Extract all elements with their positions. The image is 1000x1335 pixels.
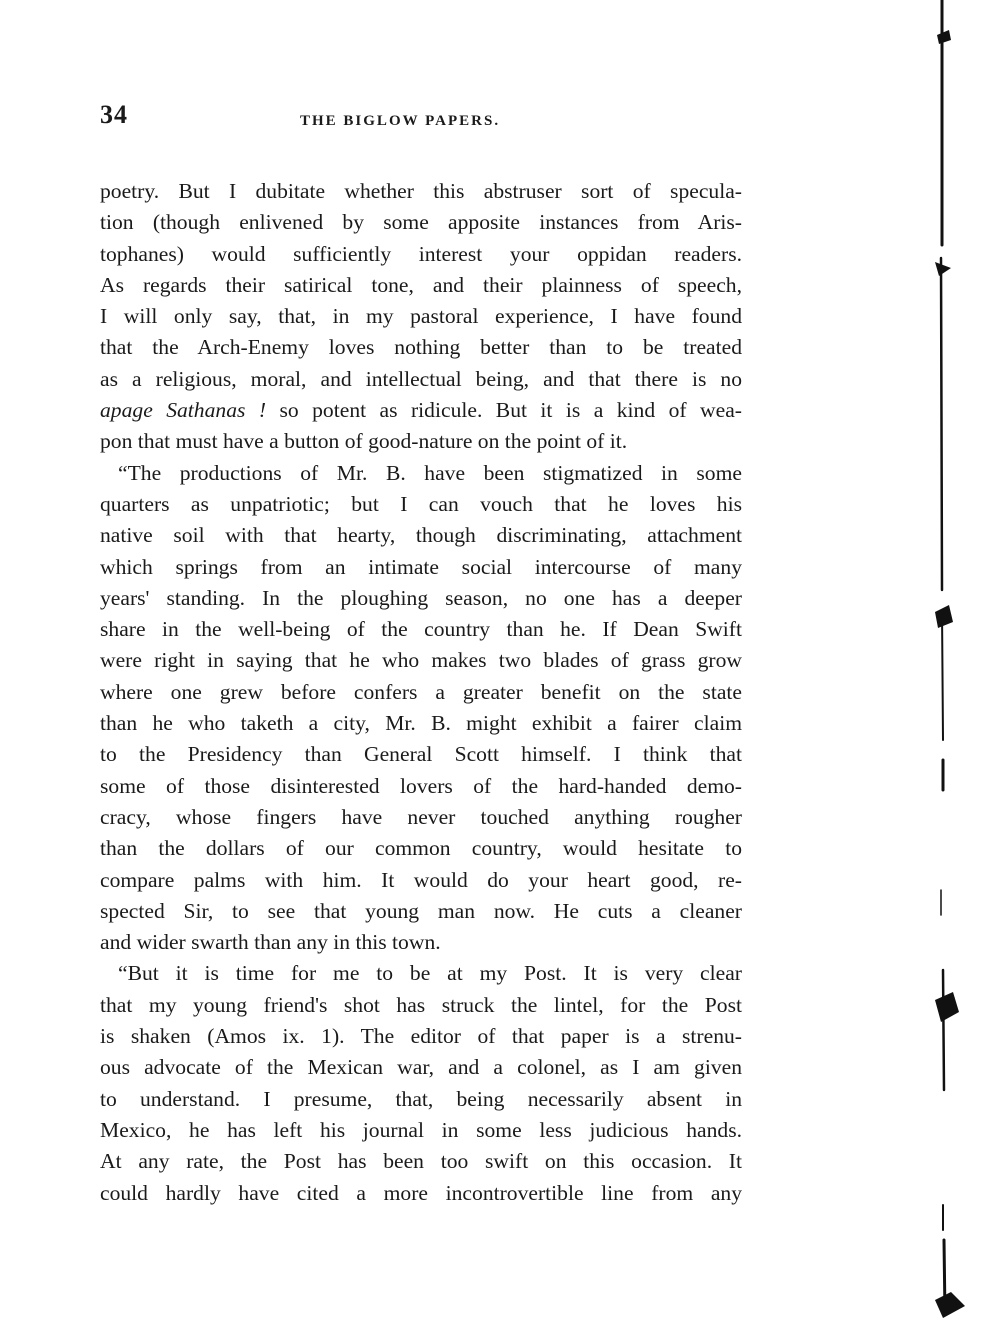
paragraph-3 <box>100 958 742 1208</box>
italic-phrase: apage Sathanas ! <box>100 398 267 423</box>
text-line: native soil with that hearty, though discriminating, attachment <box>100 523 742 548</box>
text-line: share in the well-being of the country than he. If Dean Swift <box>100 617 742 642</box>
paragraph-1 <box>100 176 742 458</box>
text-line: cracy, whose fingers have never touched anything rougher <box>100 804 742 829</box>
paragraph-2 <box>100 458 742 959</box>
text-line: ous advocate of the Mexican war, and a colonel, as I am given <box>100 1055 742 1080</box>
text-line: quarters as unpatriotic; but I can vouch that he loves his <box>100 491 742 516</box>
text-line: than the dollars of our common country, would hesitate to <box>100 836 742 861</box>
text-line: that my young friend's shot has struck the lintel, for the Post <box>100 992 742 1017</box>
text-line-with-italic <box>100 395 742 426</box>
text-line: could hardly have cited a more incontrovertible line from any <box>100 1180 742 1205</box>
text-line: poetry. But I dubitate whether this abstruser sort of specula- <box>100 179 742 203</box>
text-line: compare palms with him. It would do your heart good, re- <box>100 867 742 892</box>
text-line: some of those disinterested lovers of the hard-handed demo- <box>100 773 742 798</box>
text-line: tophanes) would sufficiently interest your oppidan readers. <box>100 241 742 266</box>
text-line: is shaken (Amos ix. 1). The editor of that paper is a strenu- <box>100 1024 742 1049</box>
page-number: 34 <box>100 100 128 129</box>
text-line: and wider swarth than any in this town. <box>100 930 441 955</box>
text-line: “The productions of Mr. B. have been stigmatized in some <box>118 460 742 485</box>
text-line: which springs from an intimate social intercourse of many <box>100 554 742 579</box>
running-head: THE BIGLOW PAPERS. <box>300 113 501 129</box>
text-line: “But it is time for me to be at my Post. It is very clear <box>118 961 742 986</box>
text-line: Mexico, he has left his journal in some less judicious hands. <box>100 1117 742 1142</box>
line-rest: so potent as ridicule. But it is a kind of wea- <box>266 398 742 423</box>
text-line: were right in saying that he who makes two blades of grass grow <box>100 648 742 673</box>
text-line: as a religious, moral, and intellectual being, and that there is no <box>100 366 742 391</box>
text-line: tion (though enlivened by some apposite instances from Aris- <box>100 210 742 235</box>
body-text <box>100 176 742 1209</box>
text-line: where one grew before confers a greater benefit on the state <box>100 679 742 704</box>
text-line: As regards their satirical tone, and their plainness of speech, <box>100 272 742 297</box>
text-line: At any rate, the Post has been too swift on this occasion. It <box>100 1149 742 1174</box>
text-line: pon that must have a button of good-nature on the point of it. <box>100 429 628 454</box>
text-line: years' standing. In the ploughing season, no one has a deeper <box>100 585 742 610</box>
text-line: to understand. I presume, that, being necessarily absent in <box>100 1086 742 1111</box>
text-line: spected Sir, to see that young man now. He cuts a cleaner <box>100 898 742 923</box>
text-line: I will only say, that, in my pastoral experience, I have found <box>100 304 742 329</box>
text-line: than he who taketh a city, Mr. B. might exhibit a fairer claim <box>100 711 742 736</box>
text-line: to the Presidency than General Scott himself. I think that <box>100 742 742 767</box>
binding-edge-artifact <box>935 0 975 1335</box>
text-line: that the Arch-Enemy loves nothing better than to be treated <box>100 335 742 360</box>
